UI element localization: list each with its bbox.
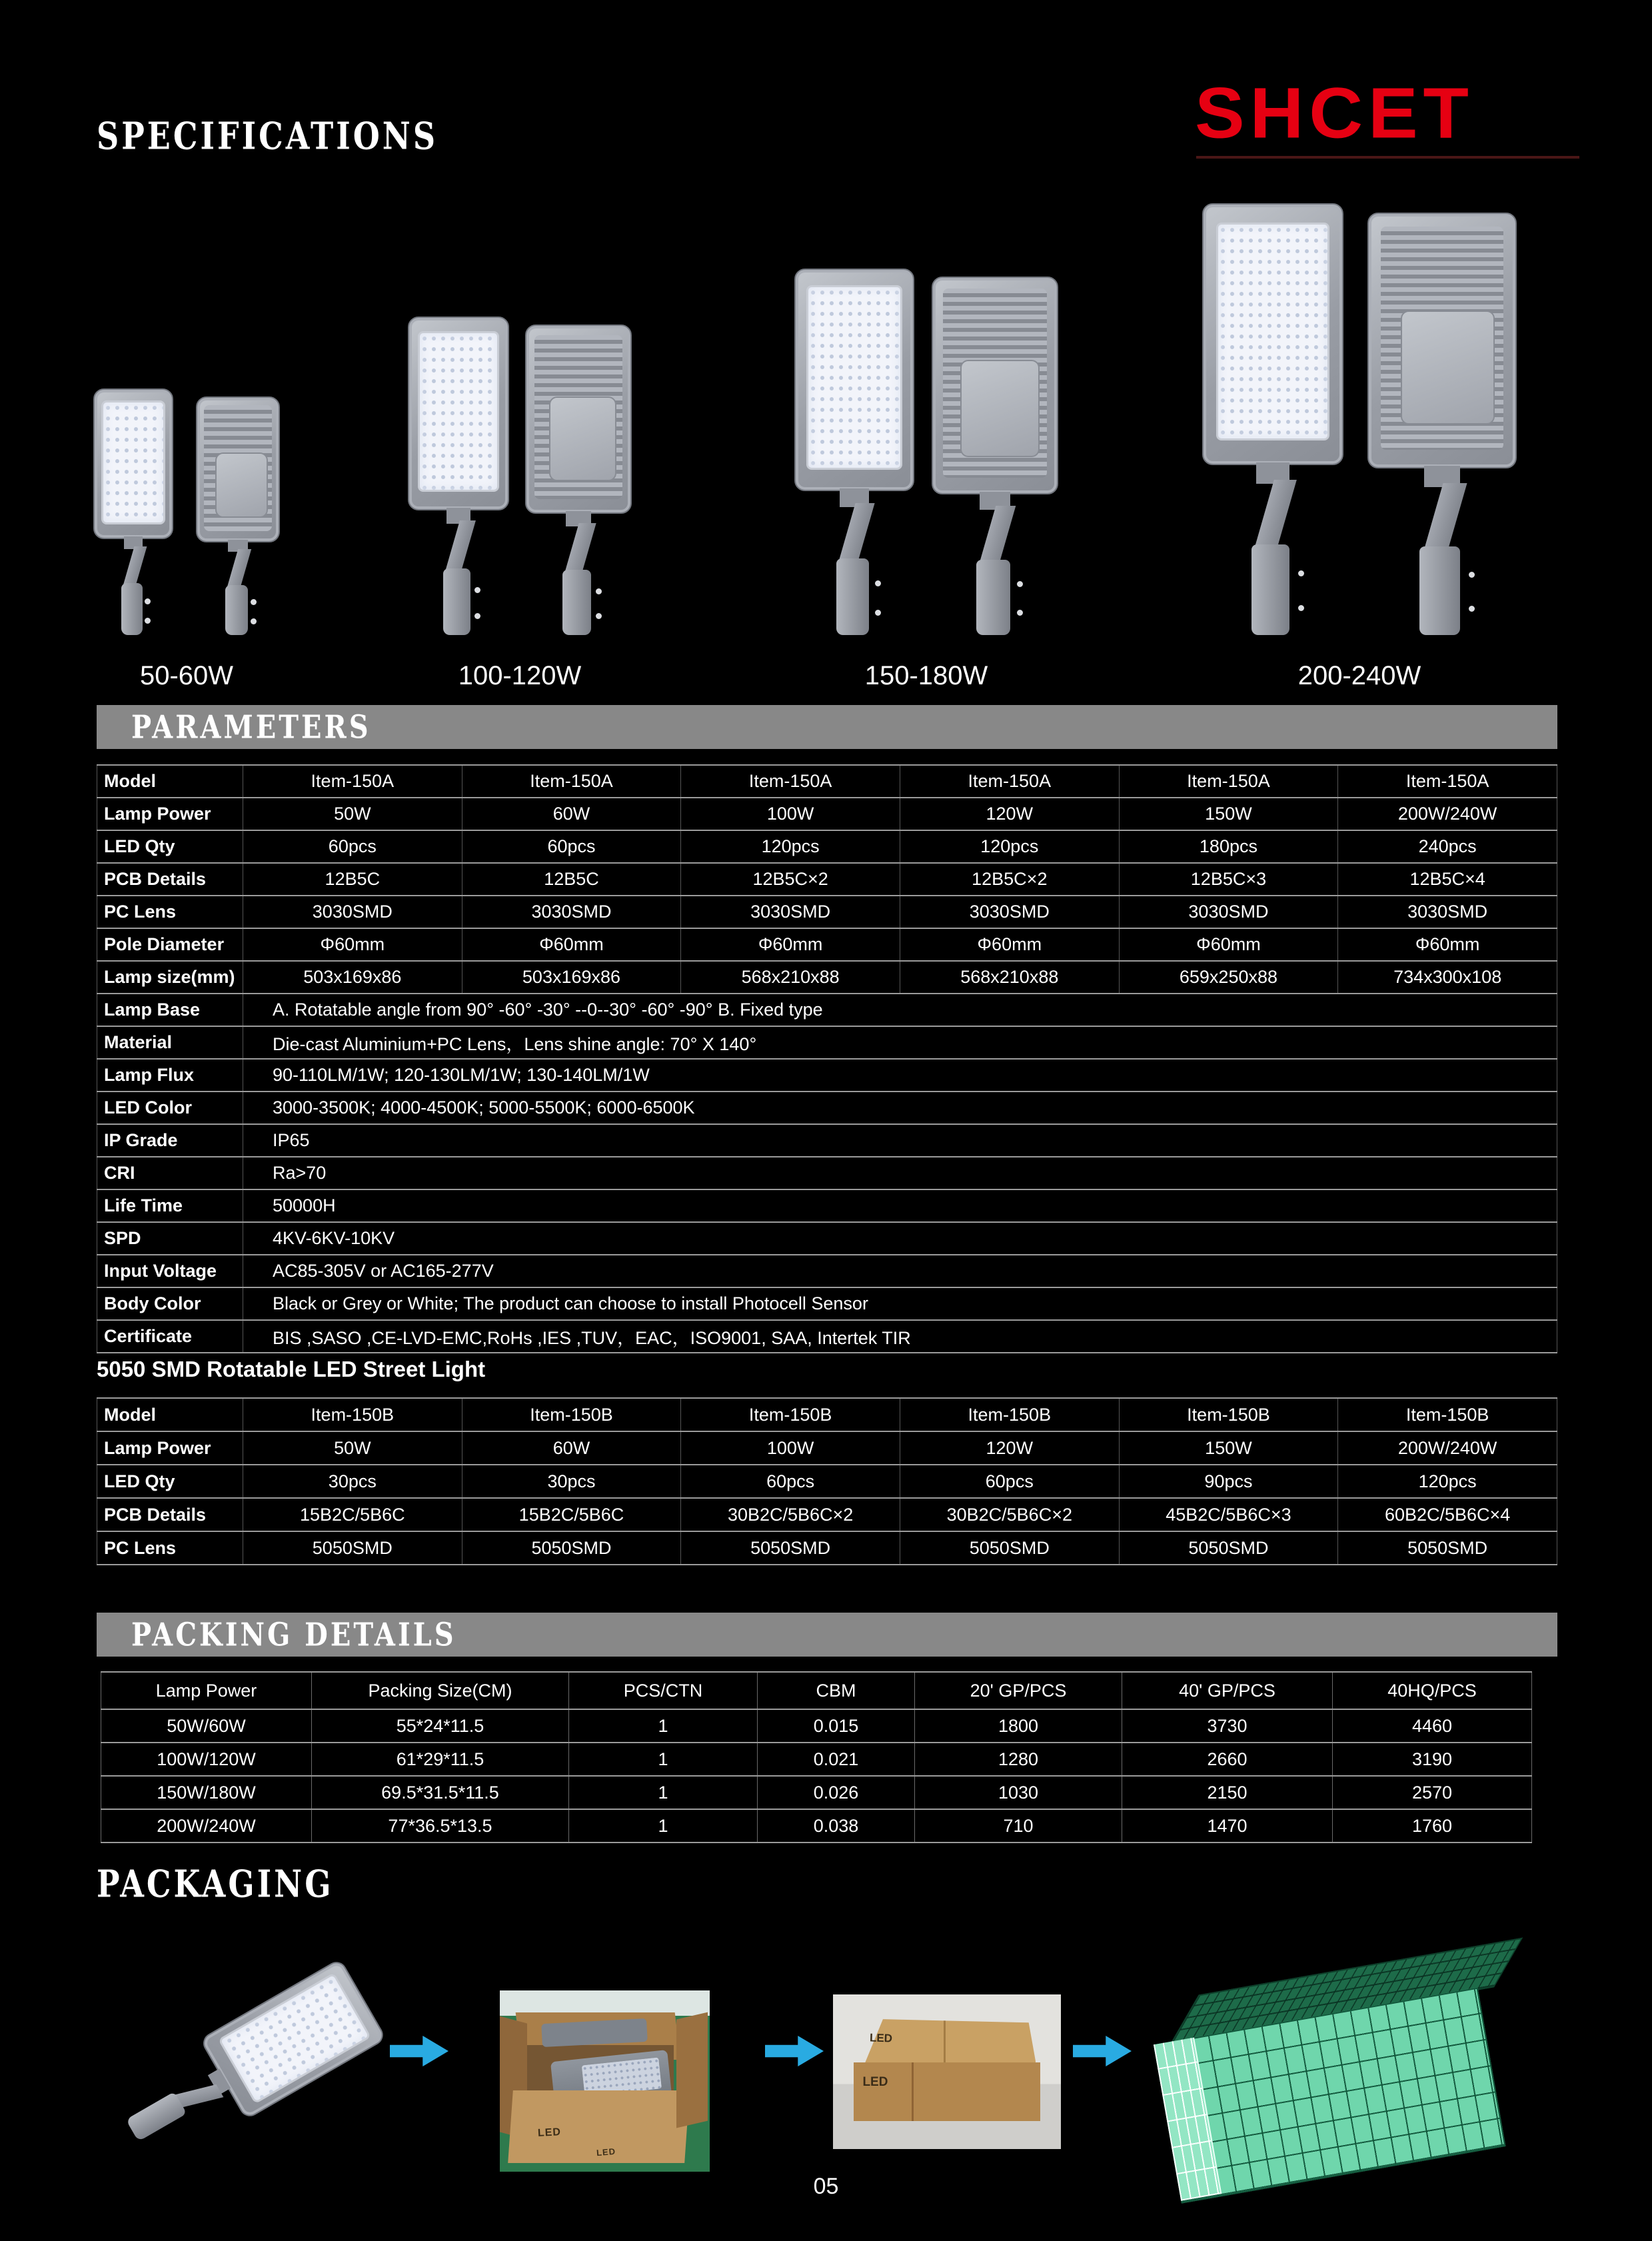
table-cell: Φ60mm [462, 928, 681, 961]
pole-clamp [836, 558, 869, 636]
row-label: Lamp Base [97, 994, 243, 1026]
packaging-photo-closed-box [833, 1994, 1061, 2149]
driver-box [215, 452, 269, 518]
table-cell: Item-150B [462, 1398, 681, 1431]
street-light-front-view [93, 388, 173, 635]
row-label: Lamp size(mm) [97, 961, 243, 994]
table-cell: 45B2C/5B6C×3 [1119, 1498, 1338, 1531]
table-cell: 100W [681, 798, 900, 830]
table-cell: Item-150B [681, 1398, 900, 1431]
table-row [97, 1124, 1557, 1157]
column-header: CBM [758, 1672, 915, 1709]
row-label: LED Qty [97, 830, 243, 863]
table-cell: 61*29*11.5 [312, 1743, 569, 1776]
column-header: Lamp Power [101, 1672, 312, 1709]
mounting-arm [227, 549, 252, 587]
box-print-label: LED [537, 2126, 562, 2139]
driver-box [960, 360, 1040, 457]
table-cell: 200W/240W [1338, 1431, 1557, 1465]
table-cell: Item-150A [900, 765, 1119, 798]
row-label: Lamp Power [97, 1431, 243, 1465]
table-cell: 240pcs [1338, 830, 1557, 863]
table-cell: 1470 [1122, 1809, 1333, 1843]
table-cell: 503x169x86 [462, 961, 681, 994]
table-cell: 60pcs [900, 1465, 1119, 1498]
table-cell: 12B5C×2 [681, 863, 900, 896]
section-title: PARAMETERS [131, 708, 371, 746]
pole-clamp [562, 570, 591, 635]
table-row [97, 765, 1557, 798]
table-cell: 69.5*31.5*11.5 [312, 1776, 569, 1809]
container-load-diagram [1153, 1940, 1566, 2193]
table-cell: Φ60mm [243, 928, 462, 961]
row-label: CRI [97, 1157, 243, 1189]
packaging-title: PACKAGING [97, 1862, 334, 1906]
box-print-label: LED [869, 2031, 893, 2045]
table-cell: 1760 [1333, 1809, 1532, 1843]
row-label: IP Grade [97, 1124, 243, 1157]
table-cell: 1 [569, 1709, 758, 1743]
table-cell: Item-150B [243, 1398, 462, 1431]
table-cell: 5050SMD [243, 1531, 462, 1565]
table-cell: 5050SMD [1119, 1531, 1338, 1565]
table-cell: 30B2C/5B6C×2 [900, 1498, 1119, 1531]
table-cell: 12B5C [462, 863, 681, 896]
row-label: PC Lens [97, 896, 243, 928]
led-panel [418, 331, 498, 492]
table-cell: 150W [1119, 1431, 1338, 1465]
table-cell: 3030SMD [1119, 896, 1338, 928]
pole-clamp [1251, 544, 1289, 635]
pole-clamp [126, 2092, 187, 2142]
table-cell: 2570 [1333, 1776, 1532, 1809]
product-wattage-label: 100-120W [458, 661, 582, 690]
box-flap [676, 2012, 708, 2128]
table-cell: 50W/60W [101, 1709, 312, 1743]
table-cell: 1280 [915, 1743, 1122, 1776]
table-cell: 90pcs [1119, 1465, 1338, 1498]
row-label: Body Color [97, 1287, 243, 1320]
lamp-head [408, 317, 509, 510]
table-cell: 2660 [1122, 1743, 1333, 1776]
table-cell: 120W [900, 1431, 1119, 1465]
mounting-arm [1423, 483, 1467, 550]
lamp-head [525, 325, 632, 514]
page-number: 05 [813, 2174, 839, 2199]
table-cell: 3190 [1333, 1743, 1532, 1776]
lamp-head [196, 396, 280, 542]
parameters-table [97, 764, 1557, 1353]
table-row [97, 1092, 1557, 1124]
driver-box [549, 396, 616, 481]
row-label: PC Lens [97, 1531, 243, 1565]
table-cell: 659x250x88 [1119, 961, 1338, 994]
table-cell: 60pcs [681, 1465, 900, 1498]
box-print-label: LED [596, 2146, 616, 2158]
pole-clamp [225, 585, 248, 635]
table-cell: 30pcs [243, 1465, 462, 1498]
table-cell: Black or Grey or White; The product can choose to install Photocell Sensor [243, 1287, 1557, 1320]
table-cell: Item-150A [243, 765, 462, 798]
street-light-back-view [1367, 213, 1517, 635]
table-row [101, 1809, 1532, 1843]
product-wattage-label: 50-60W [139, 661, 234, 690]
table-cell: 3030SMD [243, 896, 462, 928]
table-cell: 15B2C/5B6C [462, 1498, 681, 1531]
table-row [97, 1189, 1557, 1222]
row-label: LED Color [97, 1092, 243, 1124]
product-group-150-180w [786, 0, 1066, 696]
box-print-label: LED [862, 2074, 888, 2089]
table-cell: Φ60mm [1119, 928, 1338, 961]
table-cell: 503x169x86 [243, 961, 462, 994]
pole-clamp [1419, 546, 1459, 635]
row-label: Model [97, 1398, 243, 1431]
table-cell: 3000-3500K; 4000-4500K; 5000-5500K; 6000-6500K [243, 1092, 1557, 1124]
table-cell: IP65 [243, 1124, 1557, 1157]
table-cell: Item-150B [900, 1398, 1119, 1431]
table-cell: 3030SMD [1338, 896, 1557, 928]
table-cell: 200W/240W [1338, 798, 1557, 830]
table-cell: 12B5C×4 [1338, 863, 1557, 896]
table-row [97, 961, 1557, 994]
smd5050-table [97, 1397, 1557, 1565]
table-cell: A. Rotatable angle from 90° -60° -30° --0--30° -60° -90° B. Fixed type [243, 994, 1557, 1026]
table-cell: 0.038 [758, 1809, 915, 1843]
led-panel [218, 1972, 371, 2104]
table-row [97, 1398, 1557, 1431]
mounting-arm [1254, 480, 1297, 549]
pole-clamp [443, 568, 470, 635]
column-header: PCS/CTN [569, 1672, 758, 1709]
column-header: 40HQ/PCS [1333, 1672, 1532, 1709]
table-cell: 3030SMD [681, 896, 900, 928]
table-row [97, 994, 1557, 1026]
packaging-photo-open-box [500, 1990, 710, 2172]
table-row [97, 1498, 1557, 1531]
table-cell: 120pcs [900, 830, 1119, 863]
lamp-head [93, 388, 173, 539]
table-cell: 5050SMD [462, 1531, 681, 1565]
packing-table [101, 1671, 1532, 1843]
table-header-row [101, 1672, 1532, 1709]
row-label: Pole Diameter [97, 928, 243, 961]
mounting-arm [445, 520, 476, 571]
led-panel [1216, 223, 1330, 440]
table-cell: 120pcs [1338, 1465, 1557, 1498]
table-cell: Item-150B [1338, 1398, 1557, 1431]
row-label: Input Voltage [97, 1255, 243, 1287]
lamp-head [932, 277, 1058, 494]
table-cell: 50W [243, 798, 462, 830]
section-header-packing-details [97, 1613, 1557, 1657]
row-label: Lamp Power [97, 798, 243, 830]
table-cell: 12B5C×3 [1119, 863, 1338, 896]
table-cell: 0.021 [758, 1743, 915, 1776]
product-group-200-240w [1193, 0, 1526, 696]
table-cell: 5050SMD [900, 1531, 1119, 1565]
arrow-right-icon [1073, 2036, 1132, 2066]
table-cell: 3730 [1122, 1709, 1333, 1743]
table-cell: 5050SMD [1338, 1531, 1557, 1565]
column-header: Packing Size(CM) [312, 1672, 569, 1709]
table-cell: 100W/120W [101, 1743, 312, 1776]
table-cell: 180pcs [1119, 830, 1338, 863]
table-row [97, 863, 1557, 896]
table-row [97, 830, 1557, 863]
table-cell: 15B2C/5B6C [243, 1498, 462, 1531]
mounting-arm [123, 546, 147, 586]
table-cell: 0.015 [758, 1709, 915, 1743]
table-cell: 4460 [1333, 1709, 1532, 1743]
table-row [97, 1465, 1557, 1498]
pole-clamp [976, 560, 1010, 635]
table-cell: 3030SMD [462, 896, 681, 928]
table-cell: 120pcs [681, 830, 900, 863]
table-cell: Item-150A [462, 765, 681, 798]
column-header: 20' GP/PCS [915, 1672, 1122, 1709]
row-label: LED Qty [97, 1465, 243, 1498]
table-cell: 60B2C/5B6C×4 [1338, 1498, 1557, 1531]
table-cell: Item-150A [1338, 765, 1557, 798]
table-cell: AC85-305V or AC165-277V [243, 1255, 1557, 1287]
row-label: SPD [97, 1222, 243, 1255]
mounting-arm [839, 503, 875, 562]
table-cell: 12B5C×2 [900, 863, 1119, 896]
street-light-back-view [196, 396, 280, 635]
mounting-arm [565, 523, 596, 573]
table-cell: 1 [569, 1776, 758, 1809]
street-light-back-view [932, 277, 1058, 635]
table-cell: 5050SMD [681, 1531, 900, 1565]
table-cell: 12B5C [243, 863, 462, 896]
table-cell: 0.026 [758, 1776, 915, 1809]
table-row [97, 798, 1557, 830]
table-cell: 2150 [1122, 1776, 1333, 1809]
table-cell: 1 [569, 1743, 758, 1776]
street-light-angled [109, 1958, 387, 2172]
table-row [101, 1776, 1532, 1809]
packaging-photo-product [80, 1945, 413, 2178]
table-cell: 60pcs [462, 830, 681, 863]
table-cell: 710 [915, 1809, 1122, 1843]
street-light-front-view [794, 269, 914, 635]
table-cell: 150W [1119, 798, 1338, 830]
table-row [97, 1059, 1557, 1092]
street-light-front-view [408, 317, 509, 635]
box-front-face [854, 2062, 1040, 2121]
lamp-head [1367, 213, 1517, 468]
table-row [97, 1320, 1557, 1353]
table-row [97, 896, 1557, 928]
table-cell: 1800 [915, 1709, 1122, 1743]
table-cell: 120W [900, 798, 1119, 830]
table-cell: 4KV-6KV-10KV [243, 1222, 1557, 1255]
page-title: SPECIFICATIONS [97, 114, 438, 158]
table-row [97, 1026, 1557, 1059]
arrow-right-icon [765, 2036, 824, 2066]
mounting-arm [979, 506, 1016, 563]
table-cell: Φ60mm [1338, 928, 1557, 961]
street-light-back-view [525, 325, 632, 635]
pole-clamp [121, 583, 143, 635]
table-cell: Item-150B [1119, 1398, 1338, 1431]
table-cell: 90-110LM/1W; 120-130LM/1W; 130-140LM/1W [243, 1059, 1557, 1092]
table-cell: 568x210x88 [681, 961, 900, 994]
table-cell: 100W [681, 1431, 900, 1465]
lamp-head [794, 269, 914, 491]
product-wattage-label: 200-240W [1297, 661, 1421, 690]
table-cell: 60pcs [243, 830, 462, 863]
driver-box [1401, 311, 1494, 424]
table-row [97, 1431, 1557, 1465]
table-row [101, 1709, 1532, 1743]
column-header: 40' GP/PCS [1122, 1672, 1333, 1709]
table-cell: Φ60mm [900, 928, 1119, 961]
table-row [97, 1222, 1557, 1255]
table-cell: 77*36.5*13.5 [312, 1809, 569, 1843]
table-cell: Ra>70 [243, 1157, 1557, 1189]
table-cell: Item-150A [681, 765, 900, 798]
row-label: Model [97, 765, 243, 798]
table-cell: 200W/240W [101, 1809, 312, 1843]
table-cell: 1 [569, 1809, 758, 1843]
table-cell: 568x210x88 [900, 961, 1119, 994]
lamp-head [199, 1958, 387, 2120]
row-label: Life Time [97, 1189, 243, 1222]
table-row [101, 1743, 1532, 1776]
table-cell: 30B2C/5B6C×2 [681, 1498, 900, 1531]
table-row [97, 1255, 1557, 1287]
led-panel [101, 400, 165, 525]
table-cell: 1030 [915, 1776, 1122, 1809]
table-row [97, 1287, 1557, 1320]
table-cell: Die-cast Aluminium+PC Lens，Lens shine angle: 70° X 140° [243, 1026, 1557, 1059]
section-title: PACKING DETAILS [131, 1615, 456, 1654]
table-cell: 50000H [243, 1189, 1557, 1222]
table-cell: BIS ,SASO ,CE-LVD-EMC,RoHs ,IES ,TUV，EAC，ISO9001, SAA, Intertek TIR [243, 1320, 1557, 1353]
row-label: Certificate [97, 1320, 243, 1353]
product-group-100-120w [400, 0, 640, 696]
row-label: PCB Details [97, 1498, 243, 1531]
table-row [97, 928, 1557, 961]
table-cell: 60W [462, 798, 681, 830]
table-cell: 3030SMD [900, 896, 1119, 928]
row-label: Material [97, 1026, 243, 1059]
table-cell: Item-150A [1119, 765, 1338, 798]
table-cell: 734x300x108 [1338, 961, 1557, 994]
table-cell: 150W/180W [101, 1776, 312, 1809]
smd5050-title: 5050 SMD Rotatable LED Street Light [97, 1357, 486, 1381]
section-header-parameters [97, 705, 1557, 749]
product-group-50-60w [87, 0, 287, 696]
table-cell: 55*24*11.5 [312, 1709, 569, 1743]
product-wattage-label: 150-180W [864, 661, 988, 690]
table-row [97, 1157, 1557, 1189]
led-panel [806, 285, 902, 470]
table-cell: Φ60mm [681, 928, 900, 961]
row-label: PCB Details [97, 863, 243, 896]
table-cell: 30pcs [462, 1465, 681, 1498]
row-label: Lamp Flux [97, 1059, 243, 1092]
table-cell: 60W [462, 1431, 681, 1465]
table-cell: 50W [243, 1431, 462, 1465]
lamp-head [1202, 203, 1343, 465]
table-row [97, 1531, 1557, 1565]
brand-logo-text: SHCET [1195, 73, 1474, 154]
street-light-front-view [1202, 203, 1343, 635]
